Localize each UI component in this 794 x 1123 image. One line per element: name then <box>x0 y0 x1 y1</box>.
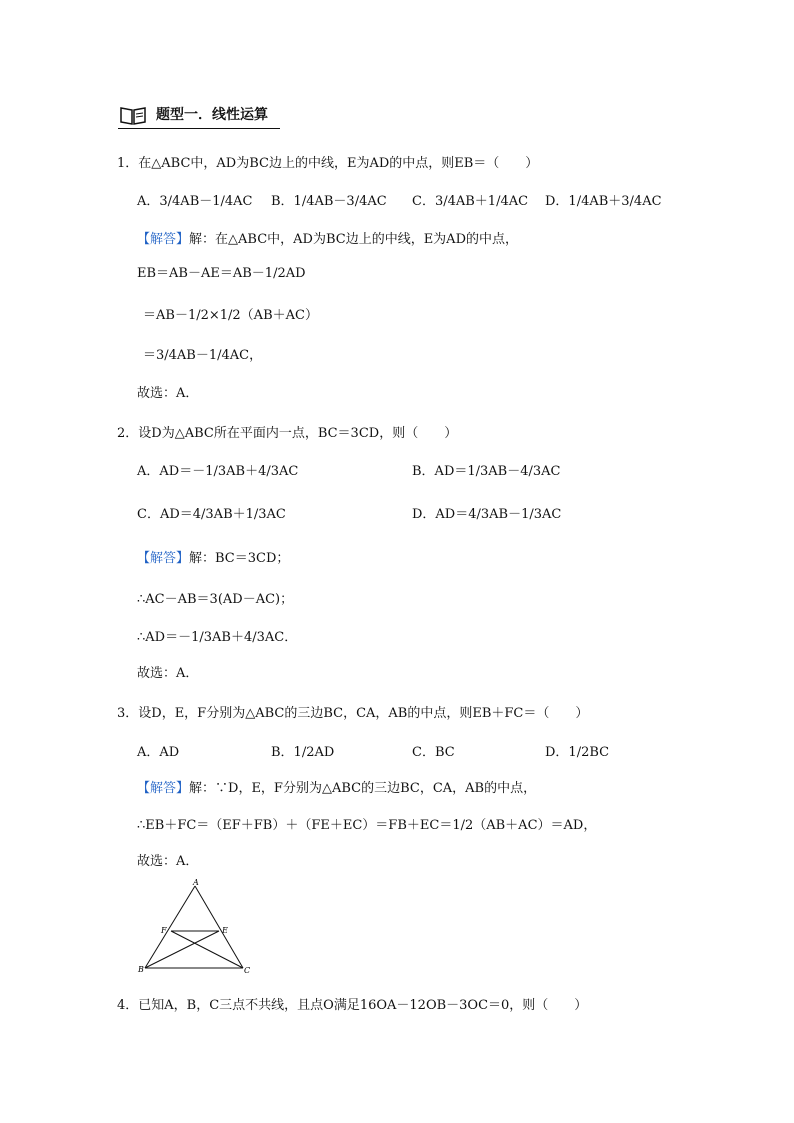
q1-stem: 1．在△ABC中，AD为BC边上的中线，E为AD的中点，则EB＝（ ） <box>117 156 539 171</box>
q2-option-d: D．AD＝4/3AB－1/3AC <box>412 507 562 522</box>
q1-step-2: ＝AB－1/2×1/2（AB＋AC） <box>143 308 318 323</box>
q2-answer-lead: 解：BC＝3CD； <box>189 551 290 566</box>
q2-option-a: A．AD＝－1/3AB＋4/3AC <box>137 464 299 479</box>
q3-stem: 3．设D，E，F分别为△ABC的三边BC，CA，AB的中点，则EB＋FC＝（ ） <box>117 706 589 721</box>
q2-choice: 故选：A． <box>137 666 199 681</box>
q2-step-1: ∴AC－AB＝3(AD－AC)； <box>137 592 294 607</box>
q2-option-b: B．AD＝1/3AB－4/3AC <box>412 464 561 479</box>
q1-step-1: EB＝AB－AE＝AB－1/2AD <box>137 266 306 281</box>
header-underline <box>118 128 280 129</box>
label-c: C <box>244 966 251 975</box>
q1-answer-tag: 【解答】 <box>137 232 190 247</box>
q3-answer-tag: 【解答】 <box>137 781 190 796</box>
triangle-figure <box>135 878 255 980</box>
q1-step-3: ＝3/4AB－1/4AC， <box>143 348 263 363</box>
q3-option-a: A．AD <box>137 745 180 760</box>
label-a: A <box>193 878 199 887</box>
q2-stem: 2．设D为△ABC所在平面内一点，BC＝3CD，则（ ） <box>117 426 458 441</box>
q4-stem: 4．已知A，B，C三点不共线，且点O满足16OA－12OB－3OC＝0，则（ ） <box>117 998 588 1013</box>
q1-option-b: B．1/4AB－3/4AC <box>271 194 387 209</box>
q3-answer-lead: 解：∵D，E，F分别为△ABC的三边BC，CA，AB的中点， <box>189 781 537 796</box>
q3-option-b: B．1/2AD <box>271 745 335 760</box>
section-header <box>118 104 268 126</box>
q3-step-1: ∴EB＋FC＝（EF＋FB）＋（FE＋EC）＝FB＋EC＝1/2（AB＋AC）＝AD， <box>137 818 597 833</box>
q2-answer-tag: 【解答】 <box>137 551 190 566</box>
q3-option-d: D．1/2BC <box>545 745 610 760</box>
q2-option-c: C．AD＝4/3AB＋1/3AC <box>137 507 286 522</box>
q3-option-c: C．BC <box>412 745 455 760</box>
q1-option-c: C．3/4AB＋1/4AC <box>412 194 529 209</box>
section-title: 题型一．线性运算 <box>156 107 268 123</box>
q1-option-a: A．3/4AB－1/4AC <box>137 194 253 209</box>
q3-answer <box>137 779 536 799</box>
q2-step-2: ∴AD＝－1/3AB＋4/3AC． <box>137 630 298 645</box>
q1-choice: 故选：A． <box>137 386 199 401</box>
q1-answer <box>137 230 518 250</box>
q3-choice: 故选：A． <box>137 854 199 869</box>
label-b: B <box>138 965 144 974</box>
q2-answer <box>137 549 289 569</box>
label-e: E <box>222 926 228 935</box>
label-f: F <box>161 926 167 935</box>
book-icon <box>118 104 148 126</box>
q1-option-d: D．1/4AB＋3/4AC <box>545 194 662 209</box>
q1-answer-lead: 解：在△ABC中，AD为BC边上的中线，E为AD的中点， <box>189 232 518 247</box>
